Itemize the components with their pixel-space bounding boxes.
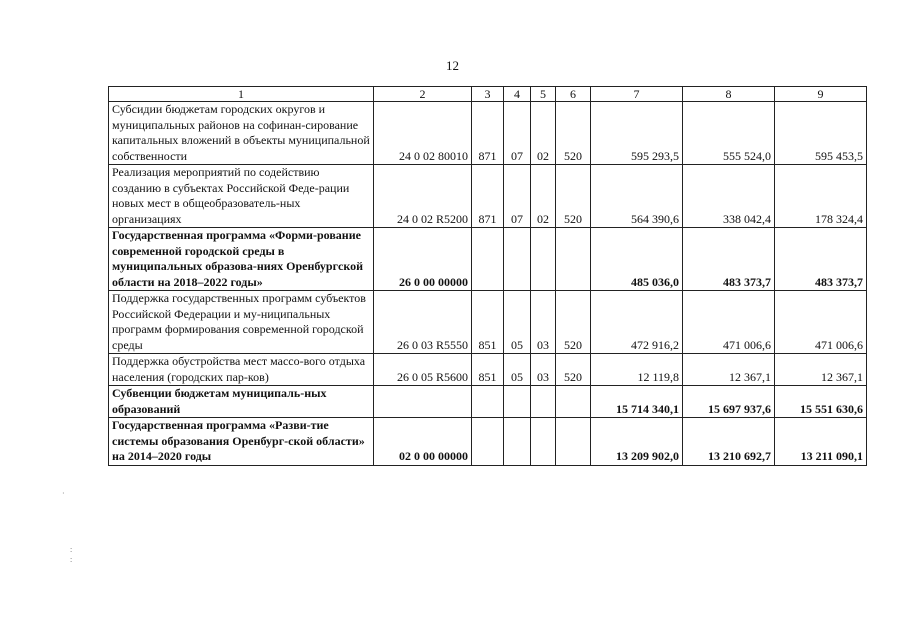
row-col6 xyxy=(556,228,591,291)
column-header: 8 xyxy=(683,87,775,102)
row-col6 xyxy=(556,418,591,466)
scan-speck: · xyxy=(62,489,65,498)
table-row xyxy=(109,386,867,418)
row-col6: 520 xyxy=(556,165,591,228)
table-row xyxy=(109,291,867,354)
row-code: 26 0 03 R5550 xyxy=(374,291,472,354)
row-name: Государственная программа «Форми-рование современной городской среды в муниципальных образова-ниях Оренбургской области на 2018–2022 годы» xyxy=(109,228,374,291)
row-value-8: 13 210 692,7 xyxy=(683,418,775,466)
row-code: 26 0 00 00000 xyxy=(374,228,472,291)
row-col5 xyxy=(531,228,556,291)
row-name: Поддержка обустройства мест массо-вого отдыха населения (городских пар-ков) xyxy=(109,354,374,386)
row-value-7: 472 916,2 xyxy=(591,291,683,354)
column-header: 7 xyxy=(591,87,683,102)
row-col6 xyxy=(556,386,591,418)
row-value-8: 471 006,6 xyxy=(683,291,775,354)
row-value-7: 564 390,6 xyxy=(591,165,683,228)
column-header: 2 xyxy=(374,87,472,102)
row-col3: 871 xyxy=(472,102,504,165)
table-row xyxy=(109,102,867,165)
row-code: 26 0 05 R5600 xyxy=(374,354,472,386)
row-col3 xyxy=(472,386,504,418)
table-header-row xyxy=(109,87,867,102)
row-col4: 05 xyxy=(504,291,531,354)
row-col4 xyxy=(504,418,531,466)
row-col5 xyxy=(531,418,556,466)
row-col4 xyxy=(504,228,531,291)
row-value-7: 15 714 340,1 xyxy=(591,386,683,418)
table-row xyxy=(109,165,867,228)
row-value-7: 12 119,8 xyxy=(591,354,683,386)
column-header: 1 xyxy=(109,87,374,102)
row-col5: 02 xyxy=(531,165,556,228)
row-code: 02 0 00 00000 xyxy=(374,418,472,466)
row-col6: 520 xyxy=(556,291,591,354)
budget-table xyxy=(108,86,867,466)
row-col3: 871 xyxy=(472,165,504,228)
row-value-8: 555 524,0 xyxy=(683,102,775,165)
row-col3: 851 xyxy=(472,291,504,354)
row-col4 xyxy=(504,386,531,418)
row-value-9: 483 373,7 xyxy=(775,228,867,291)
table-row xyxy=(109,418,867,466)
row-value-9: 471 006,6 xyxy=(775,291,867,354)
row-code: 24 0 02 R5200 xyxy=(374,165,472,228)
row-col3 xyxy=(472,418,504,466)
row-value-9: 178 324,4 xyxy=(775,165,867,228)
row-col5: 02 xyxy=(531,102,556,165)
row-col6: 520 xyxy=(556,354,591,386)
row-value-7: 485 036,0 xyxy=(591,228,683,291)
column-header: 9 xyxy=(775,87,867,102)
scan-speck: : xyxy=(70,555,73,564)
page-number: 12 xyxy=(446,58,459,73)
row-value-7: 13 209 902,0 xyxy=(591,418,683,466)
table-row xyxy=(109,354,867,386)
row-value-9: 13 211 090,1 xyxy=(775,418,867,466)
column-header: 4 xyxy=(504,87,531,102)
row-col3 xyxy=(472,228,504,291)
table-body xyxy=(109,102,867,466)
row-value-8: 12 367,1 xyxy=(683,354,775,386)
column-header: 6 xyxy=(556,87,591,102)
row-code: 24 0 02 80010 xyxy=(374,102,472,165)
row-name: Субвенции бюджетам муниципаль-ных образований xyxy=(109,386,374,418)
row-col6: 520 xyxy=(556,102,591,165)
row-value-8: 15 697 937,6 xyxy=(683,386,775,418)
row-value-9: 595 453,5 xyxy=(775,102,867,165)
row-value-8: 338 042,4 xyxy=(683,165,775,228)
row-name: Государственная программа «Разви-тие системы образования Оренбург-ской области» на 2014–2020 годы xyxy=(109,418,374,466)
row-name: Реализация мероприятий по содействию созданию в субъектах Российской Феде-рации новых мест в общеобразователь-ных организациях xyxy=(109,165,374,228)
row-value-9: 12 367,1 xyxy=(775,354,867,386)
row-code xyxy=(374,386,472,418)
column-header: 3 xyxy=(472,87,504,102)
row-col4: 07 xyxy=(504,165,531,228)
row-value-9: 15 551 630,6 xyxy=(775,386,867,418)
row-name: Поддержка государственных программ субъектов Российской Федерации и му-ниципальных программ формирования современной городской среды xyxy=(109,291,374,354)
table-row xyxy=(109,228,867,291)
row-col3: 851 xyxy=(472,354,504,386)
row-col4: 07 xyxy=(504,102,531,165)
column-header: 5 xyxy=(531,87,556,102)
row-col5 xyxy=(531,386,556,418)
row-value-7: 595 293,5 xyxy=(591,102,683,165)
row-col5: 03 xyxy=(531,354,556,386)
row-col4: 05 xyxy=(504,354,531,386)
row-value-8: 483 373,7 xyxy=(683,228,775,291)
scan-speck: : xyxy=(70,545,73,554)
row-col5: 03 xyxy=(531,291,556,354)
row-name: Субсидии бюджетам городских округов и муниципальных районов на софинан-сирование капитальных вложений в объекты муниципальной собственности xyxy=(109,102,374,165)
